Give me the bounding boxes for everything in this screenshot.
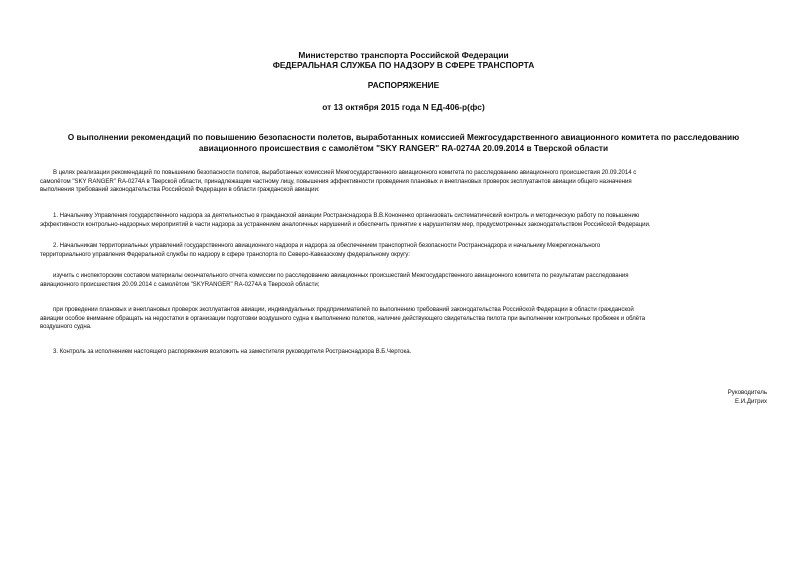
paragraph-line: В целях реализации рекомендаций по повышению безопасности полетов, выработанных комиссией Межгосударственного авиационного комитета по расследованию авиационного происшествия 20.09.2014 с	[53, 169, 637, 176]
service-name: ФЕДЕРАЛЬНАЯ СЛУЖБА ПО НАДЗОРУ В СФЕРЕ ТРАНСПОРТА	[272, 60, 535, 70]
document-title	[20, 132, 787, 154]
paragraph-study-materials	[40, 272, 767, 289]
document-date-number: от 13 октября 2015 года N ЕД-406-р(фс)	[322, 102, 485, 112]
paragraph-line: авиации особое внимание обращать на недостатки в организации подготовки воздушного судна к выполнению полетов, наличие действующего свидетельства пилота при выполнении контрольных пробежек и облёта	[40, 314, 646, 322]
paragraph-line: воздушного судна.	[40, 323, 92, 331]
document-type: РАСПОРЯЖЕНИЕ	[367, 80, 440, 90]
title-line: авиационного происшествия с самолётом "SKY RANGER" RA-0274A 20.09.2014 в Тверской области	[198, 143, 609, 153]
paragraph-line: 1. Начальнику Управления государственного надзора за деятельностью в гражданской авиации Ространснадзора В.В.Кононенко организовать систематический контроль и методическую работу по повышению	[53, 212, 640, 219]
signatory-role: Руководитель	[727, 389, 767, 396]
paragraph-item-1	[40, 212, 767, 229]
paragraph-line: изучить с инспекторским составом материалы окончательного отчета комиссии по расследованию авиационных происшествий Межгосударственного авиационного комитета по результатам расследования	[53, 272, 629, 279]
paragraph-preamble	[40, 169, 767, 195]
paragraph-line: при проведении плановых и внеплановых проверок эксплуатантов авиации, индивидуальных предпринимателей по выполнению требований законодательства Российской Федерации в области гражданской	[53, 306, 634, 313]
paragraph-line: самолётом "SKY RANGER" RA-0274A в Тверской области, принадлежащим частному лицу, повышения эффективности проведения плановых и внеплановых проверок эксплуатантов авиации общего назначения	[40, 177, 632, 185]
ministry-name: Министерство транспорта Российской Федерации	[298, 50, 509, 60]
paragraph-item-3	[40, 348, 767, 357]
paragraph-item-2	[40, 242, 767, 259]
paragraph-line: эффективности контрольно-надзорных мероприятий в части надзора за устранением аналогичных нарушений и обеспечить принятие к нарушителям мер, предусмотренных законодательством Российской Федерации.	[40, 220, 651, 228]
paragraph-line: авиационного происшествия 20.09.2014 с самолётом "SKYRANGER" RA-0274A в Тверской области;	[40, 280, 320, 288]
paragraph-inspections	[40, 306, 767, 332]
paragraph-line: территориального управления Федеральной службы по надзору в сфере транспорта по Северо-Кавказскому федеральному округу:	[40, 250, 410, 258]
paragraph-line: 3. Контроль за исполнением настоящего распоряжения возложить на заместителя руководителя Ространснадзора В.Б.Чертока.	[53, 348, 412, 355]
signatory-name: Е.И.Дитрих	[735, 398, 767, 405]
paragraph-line: выполнения требований законодательства Российской Федерации в области гражданской авиации:	[40, 186, 320, 194]
paragraph-line: 2. Начальникам территориальных управлений государственного авиационного надзора и надзора за обеспечением транспортной безопасности Ространснадзора и начальнику Межрегионального	[53, 242, 601, 249]
title-line: О выполнении рекомендаций по повышению безопасности полетов, выработанных комиссией Межгосударственного авиационного комитета по расследованию	[67, 132, 740, 142]
